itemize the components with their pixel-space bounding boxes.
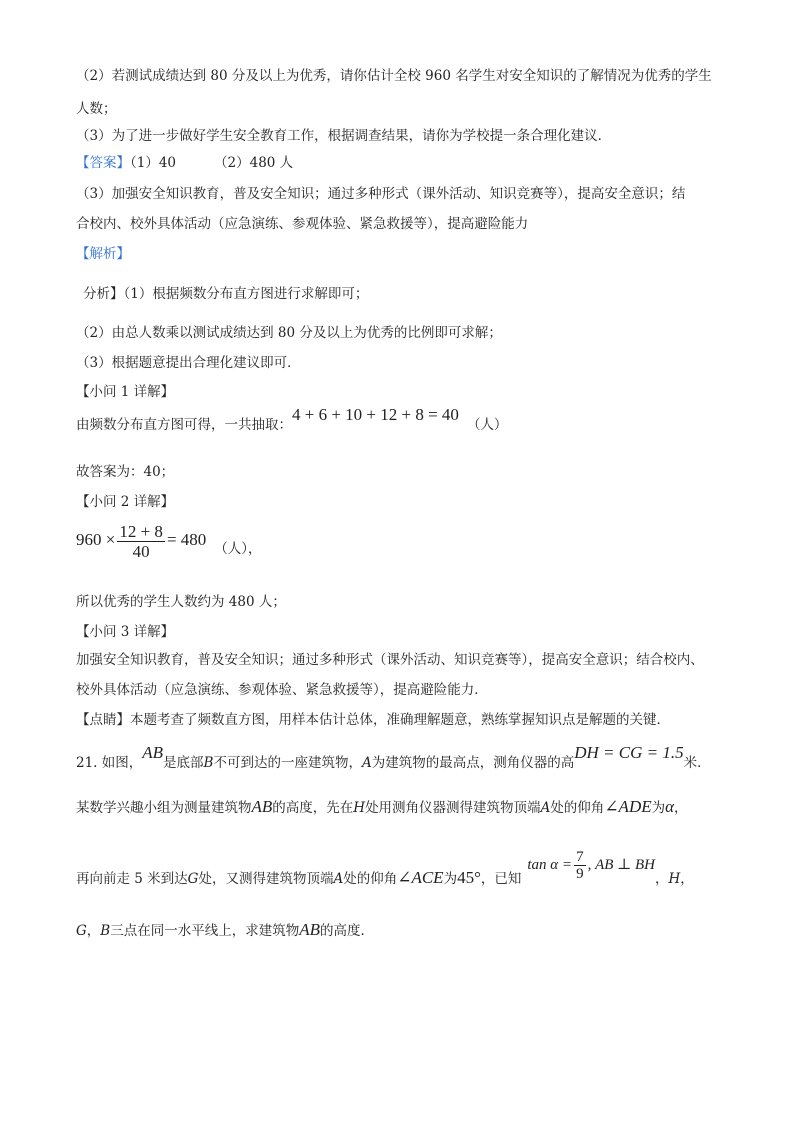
q21-math-b: B: [100, 923, 111, 939]
comment-line: [76, 710, 670, 730]
answer-label: 【答案】: [76, 155, 130, 171]
q21-text: 米．: [683, 755, 711, 771]
answer-part-1: （1）40: [130, 155, 177, 171]
q21-text: 21. 如图，: [76, 755, 143, 771]
q21-math-b: B: [203, 755, 214, 771]
question-2-text: （2）若测试成绩达到 80 分及以上为优秀，请你估计全校 960 名学生对安全知识的了解情况为优秀的学生: [76, 68, 712, 84]
q21-text: ，: [655, 871, 669, 887]
q21-math-h: H: [668, 871, 681, 887]
q21-text: 处，又测得建筑物顶端: [198, 871, 334, 887]
question-21-line-1: [76, 743, 711, 775]
question-21-line-3: [76, 846, 694, 887]
q21-text: ，: [86, 923, 101, 939]
q21-text: 再向前走 5 米到达: [76, 871, 188, 887]
detail-1-line: [76, 405, 508, 437]
q21-math-g: G: [187, 871, 199, 887]
q21-fraction-7-9: [574, 849, 586, 882]
q21-text: 为: [443, 871, 458, 887]
answer-part-2: （2）480 人: [214, 155, 294, 171]
detail-1-formula: 4 + 6 + 10 + 12 + 8 = 40: [292, 405, 459, 424]
question-2-text-continued: 人数；: [76, 101, 117, 117]
q21-math-h: H: [353, 800, 366, 816]
q21-fraction-denominator: 9: [576, 866, 584, 882]
analysis-part-2: （2）由总人数乘以测试成绩达到 80 分及以上为优秀的比例即可求解；: [76, 325, 502, 341]
q21-text: 的高度．: [320, 923, 374, 939]
q21-text: 为建筑物的最高点，测角仪器的高: [371, 755, 575, 771]
detail-1-prefix: 由频数分布直方图可得，一共抽取：: [76, 417, 292, 433]
detail-3-text-continued: 校外具体活动（应急演练、参观体验、紧急救援等），提高避险能力．: [76, 682, 488, 698]
analysis-part-3: （3）根据题意提出合理化建议即可．: [76, 355, 301, 371]
analysis-intro: 分析】（1）根据频数分布直方图进行求解即可；: [83, 286, 369, 302]
q21-math-45-degrees: 45°: [457, 868, 481, 887]
q21-text: 不可到达的一座建筑物，: [213, 755, 362, 771]
question-3-text: （3）为了进一步做好学生安全教育工作，根据调查结果，请你为学校提一条合理化建议．: [76, 128, 612, 144]
q21-math-angle-ade: ∠ADE: [604, 797, 652, 816]
detail-2-heading: 【小问 2 详解】: [76, 494, 175, 510]
q21-text: 的高度，先在: [272, 800, 354, 816]
comment-text: 本题考查了频数直方图，用样本估计总体，准确理解题意，熟练掌握知识点是解题的关键．: [130, 712, 670, 728]
q21-text: ，: [680, 871, 694, 887]
q21-text: 处用测角仪器测得建筑物顶端: [365, 800, 541, 816]
q21-math-a: A: [540, 800, 551, 816]
detail-2-unit: （人），: [214, 541, 262, 557]
detail-1-heading: 【小问 1 详解】: [76, 384, 175, 400]
analysis-label: 【解析】: [76, 246, 130, 262]
q21-math-angle-ace: ∠ACE: [397, 868, 444, 887]
q21-text: 处的仰角: [550, 800, 605, 816]
q21-math-a: A: [361, 755, 372, 771]
detail-2-conclusion: 所以优秀的学生人数约为 480 人；: [76, 594, 286, 610]
detail-2-denominator: 40: [132, 542, 150, 561]
detail-1-unit: （人）: [466, 417, 508, 433]
detail-3-heading: 【小问 3 详解】: [76, 624, 175, 640]
q21-math-ab: AB: [299, 920, 320, 939]
q21-text: 某数学兴趣小组为测量建筑物: [76, 800, 252, 816]
question-21-line-4: [76, 918, 374, 943]
q21-text: 三点在同一水平线上，求建筑物: [110, 923, 300, 939]
q21-text: 处的仰角: [343, 871, 398, 887]
detail-2-fraction: [117, 522, 165, 561]
q21-text: 为: [651, 800, 666, 816]
detail-1-answer: 故答案为：40；: [76, 464, 175, 480]
q21-text: ，: [674, 800, 688, 816]
answer-line: [76, 153, 293, 173]
q21-math-ab: AB: [251, 797, 273, 816]
q21-fraction-numerator: 7: [576, 849, 584, 865]
answer-part-3-continued: 合校内、校外具体活动（应急演练、参观体验、紧急救援等），提高避险能力: [76, 216, 529, 232]
q21-math-alpha: α: [665, 797, 675, 816]
q21-math-g: G: [76, 923, 87, 939]
detail-2-lhs: 960 ×: [76, 530, 116, 549]
q21-math-tan-alpha: tan α =: [527, 857, 573, 873]
q21-math-a: A: [333, 871, 344, 887]
detail-2-formula: [76, 520, 262, 561]
answer-part-3: （3）加强安全知识教育，普及安全知识；通过多种形式（课外活动、知识竞赛等），提高安全意识；结: [76, 186, 686, 202]
question-21-line-2: [76, 795, 688, 820]
q21-text: ，已知: [480, 871, 522, 887]
q21-math-ab-perp-bh: , AB ⊥ BH: [587, 857, 655, 873]
detail-2-rhs: = 480: [166, 530, 207, 549]
q21-math-ab: AB: [142, 743, 164, 762]
comment-label: 【点睛】: [76, 712, 130, 728]
q21-math-dh-cg: DH = CG = 1.5: [574, 743, 684, 762]
detail-3-text: 加强安全知识教育，普及安全知识；通过多种形式（课外活动、知识竞赛等），提高安全意识；结合校内、: [76, 652, 704, 668]
detail-2-numerator: 12 + 8: [119, 522, 163, 541]
q21-text: 是底部: [163, 755, 204, 771]
